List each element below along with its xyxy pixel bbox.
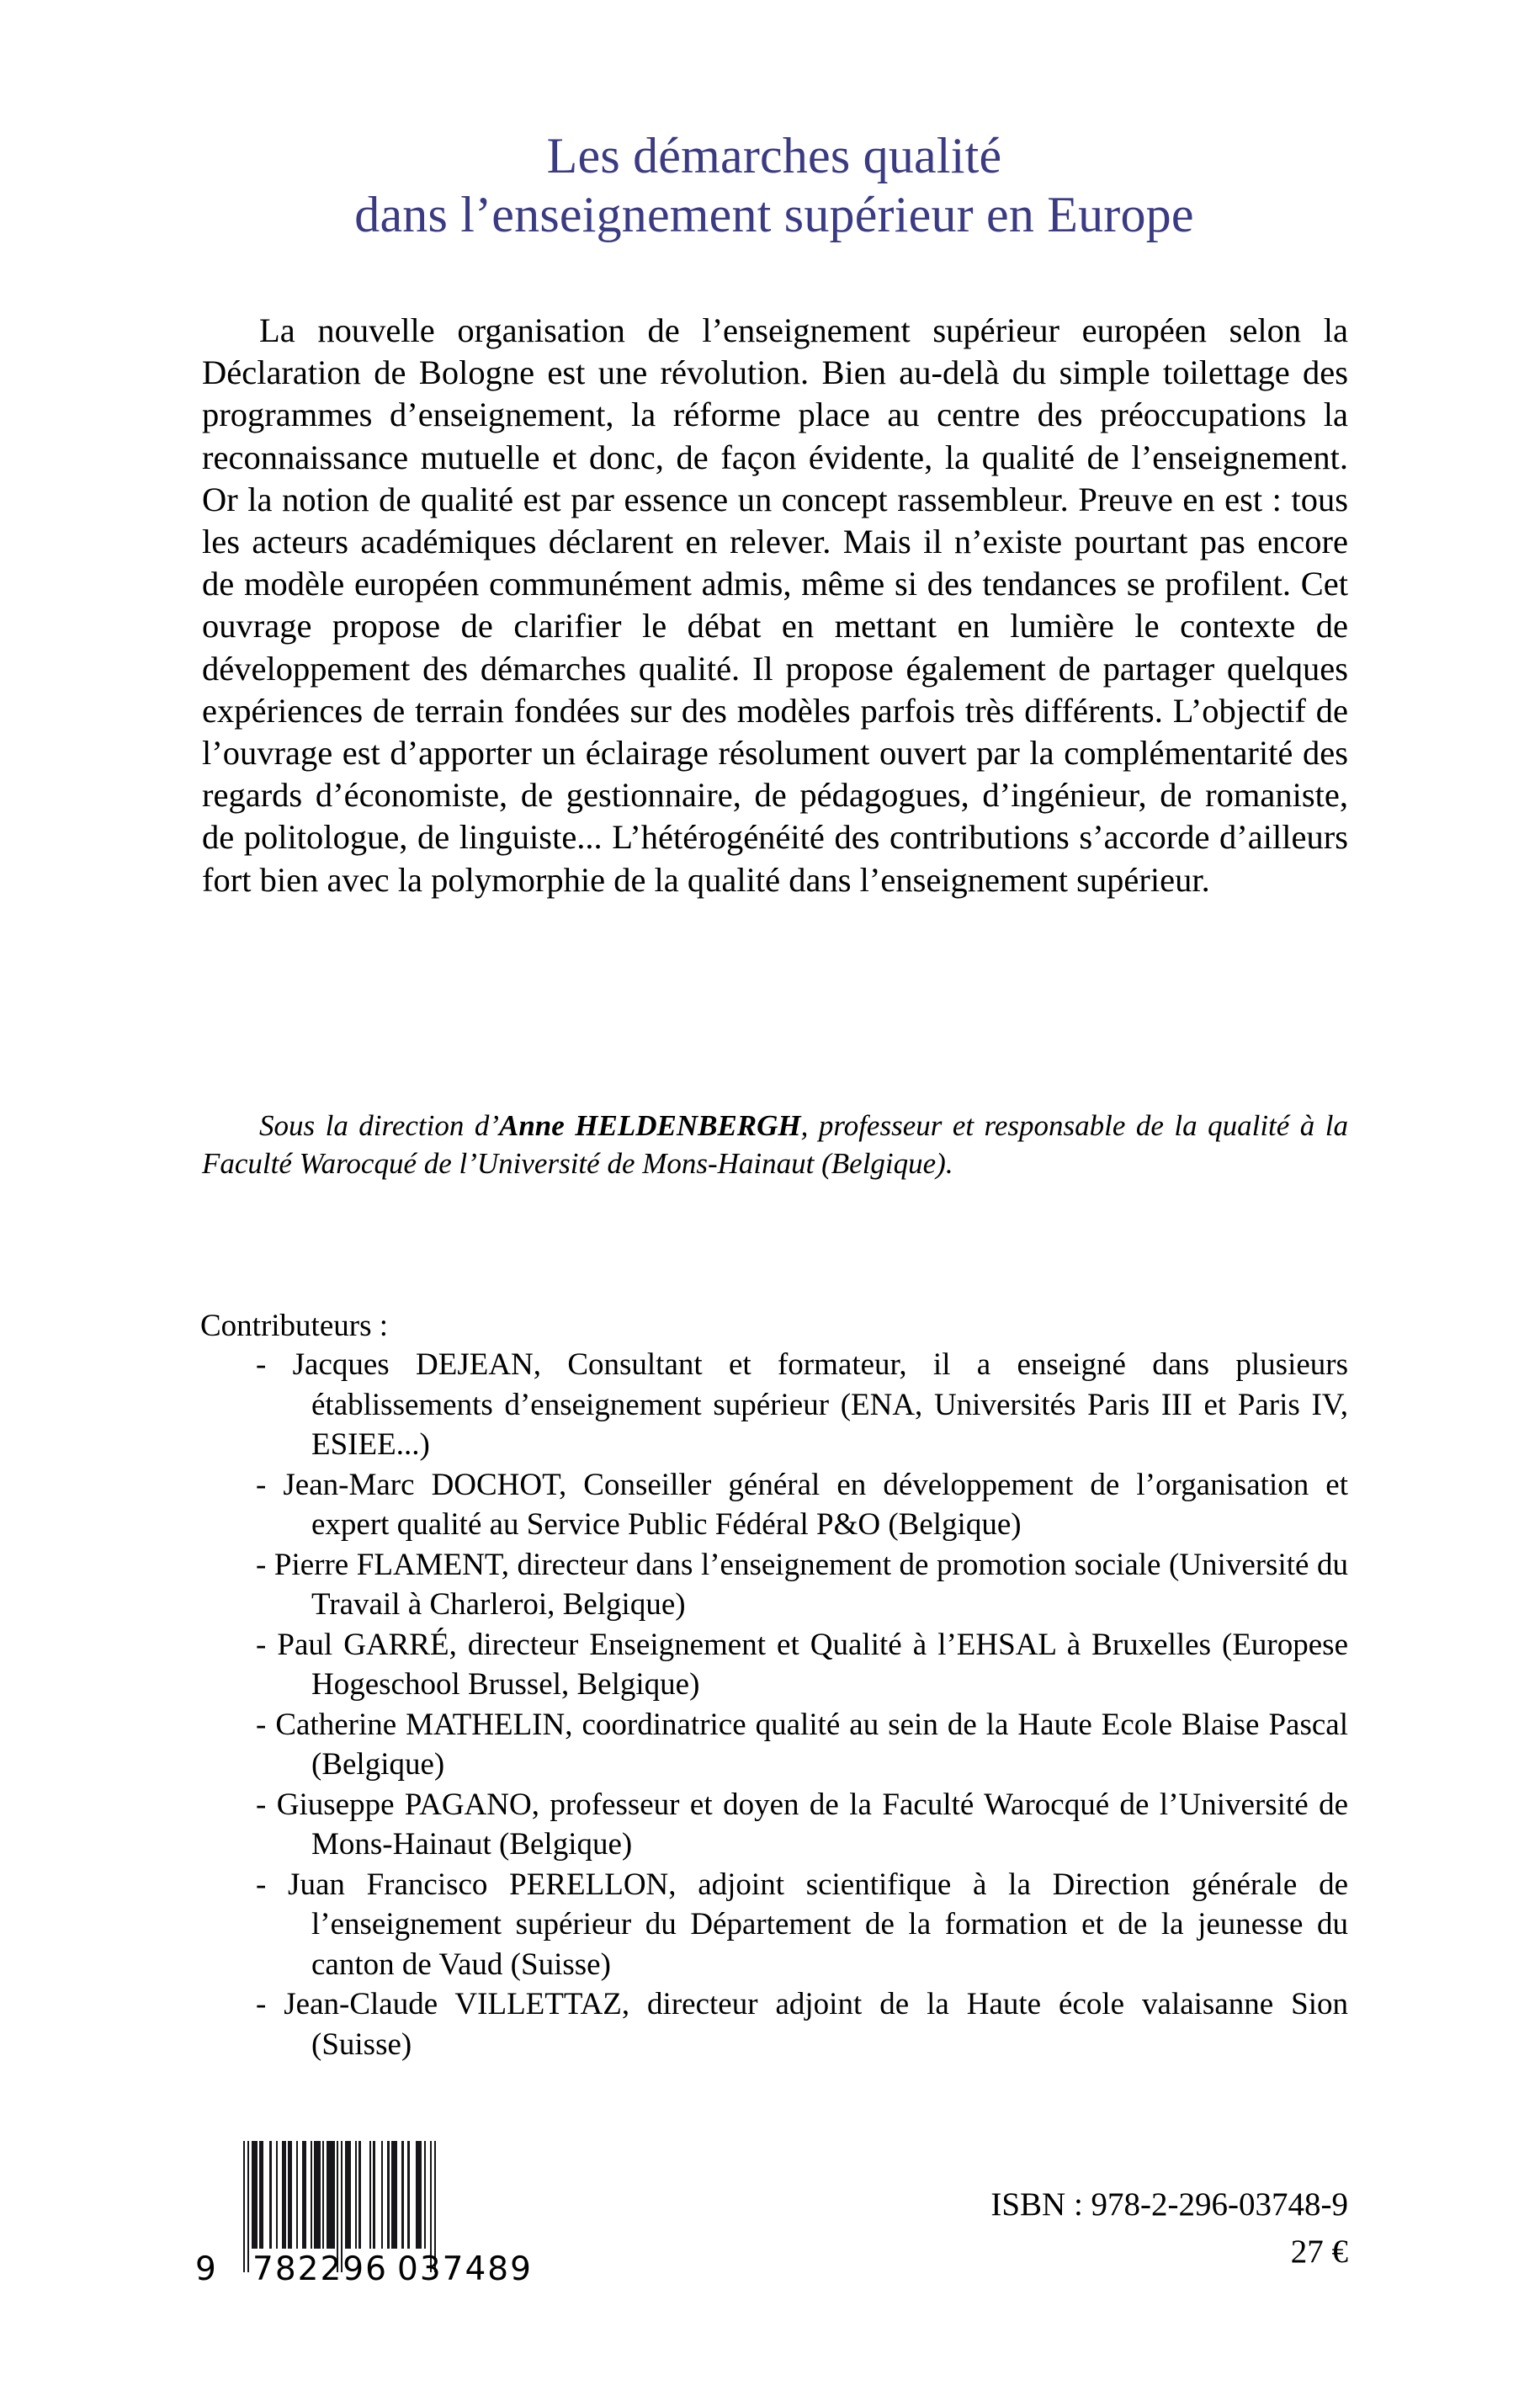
book-blurb-paragraph: La nouvelle organisation de l’enseignement supérieur européen selon la Déclaration de Bologne est une révolution. Bien au-delà du simple toilettage des programmes d’enseignement, la réforme place au centre des préoccupations la reconnaissance mutuelle et donc, de façon évidente, la qualité de l’enseignement. Or la notion de qualité est par essence un concept rassembleur. Preuve en est : tous les acteurs académiques déclarent en relever. Mais il n’existe pourtant pas encore de modèle européen communément admis, même si des tendances se profilent. Cet ouvrage propose de clarifier le débat en mettant en lumière le contexte de développement des démarches qualité. Il propose également de partager quelques expériences de terrain fondées sur des modèles parfois très différents. L’objectif de l’ouvrage est d’apporter un éclairage résolument ouvert par la complémentarité des regards d’économiste, de gestionnaire, de pédagogues, d’ingénieur, de romaniste, de politologue, de linguiste... L’hétérogénéité des contributions s’accorde d’ailleurs fort bien avec la polymorphie de la qualité dans l’enseignement supérieur. xyxy=(202,311,1348,899)
isbn-value: ISBN : 978-2-296-03748-9 xyxy=(990,2186,1348,2223)
barcode-bar xyxy=(302,2141,306,2249)
contributors-heading: Contributeurs : xyxy=(200,1309,389,1343)
book-title-line-1: Les démarches qualité xyxy=(546,128,1002,183)
barcode-bar xyxy=(381,2141,383,2249)
ean13-barcode-icon xyxy=(195,2141,540,2309)
barcode-bar xyxy=(373,2141,374,2249)
barcode-bar xyxy=(401,2141,403,2249)
publication-info xyxy=(990,2181,1348,2276)
barcode-bar xyxy=(314,2141,320,2249)
barcode-bar xyxy=(269,2141,271,2249)
barcode-bar xyxy=(259,2141,263,2249)
barcode-bar xyxy=(355,2141,357,2249)
barcode-bar xyxy=(327,2141,335,2249)
barcode-bar xyxy=(369,2141,371,2249)
list-item: - Pierre FLAMENT, directeur dans l’enseignement de promotion sociale (Université du Travail à Charleroi, Belgique) xyxy=(256,1547,1348,1622)
list-item: - Catherine MATHELIN, coordinatrice qualité au sein de la Haute Ecole Blaise Pascal (Belgique) xyxy=(256,1707,1348,1782)
editor-name: Anne HELDENBERGH xyxy=(498,1109,801,1142)
barcode-bar xyxy=(322,2141,324,2249)
barcode-lead-digit: 9 xyxy=(195,2250,218,2288)
barcode-bar xyxy=(407,2141,409,2249)
barcode-right-group: 037489 xyxy=(397,2250,533,2288)
price-value: 27 € xyxy=(1290,2234,1348,2270)
book-title xyxy=(202,126,1346,244)
barcode-bar xyxy=(296,2141,298,2249)
list-item: - Jean-Marc DOCHOT, Conseiller général en développement de l’organisation et expert qualité au Service Public Fédéral P&O (Belgique) xyxy=(256,1467,1348,1542)
barcode-bar xyxy=(424,2141,426,2249)
list-item: - Jacques DEJEAN, Consultant et formateur, il a enseigné dans plusieurs établissements d’enseignement supérieur (ENA, Universités Paris III et Paris IV, ESIEE...) xyxy=(256,1347,1348,1462)
barcode-bar xyxy=(345,2141,351,2249)
barcode-bar xyxy=(288,2141,292,2249)
barcode-bar xyxy=(276,2141,278,2249)
list-item: - Giuseppe PAGANO, professeur et doyen de la Faculté Warocqué de l’Université de Mons-Hainaut (Belgique) xyxy=(256,1787,1348,1862)
barcode-bar xyxy=(282,2141,286,2249)
contributors-list xyxy=(200,1345,1348,2064)
list-item: - Juan Francisco PERELLON, adjoint scientifique à la Direction générale de l’enseignement supérieur du Département de la formation et de la jeunesse du canton de Vaud (Suisse) xyxy=(256,1867,1348,1982)
list-item: - Paul GARRÉ, directeur Enseignement et Qualité à l’EHSAL à Bruxelles (Europese Hogeschool Brussel, Belgique) xyxy=(256,1627,1348,1702)
barcode-digits xyxy=(195,2250,540,2289)
editor-credit-suffix: , professeur et responsable de la qualité à la Faculté Warocqué de l’Université de Mons-Hainaut (Belgique). xyxy=(202,1109,1348,1180)
editor-credit xyxy=(202,1107,1348,1182)
barcode-bar xyxy=(416,2141,422,2249)
barcode-bar xyxy=(311,2141,312,2249)
barcode-bar xyxy=(391,2141,397,2249)
barcode-bar xyxy=(387,2141,389,2249)
list-item: - Jean-Claude VILLETTAZ, directeur adjoint de la Haute école valaisanne Sion (Suisse) xyxy=(256,1987,1348,2062)
barcode-bars xyxy=(243,2141,436,2249)
barcode-left-group: 782296 xyxy=(252,2250,388,2288)
barcode-bar xyxy=(358,2141,360,2249)
book-title-line-2: dans l’enseignement supérieur en Europe xyxy=(354,187,1194,243)
editor-credit-prefix: Sous la direction d’ xyxy=(259,1109,499,1142)
barcode-bar xyxy=(252,2141,258,2249)
